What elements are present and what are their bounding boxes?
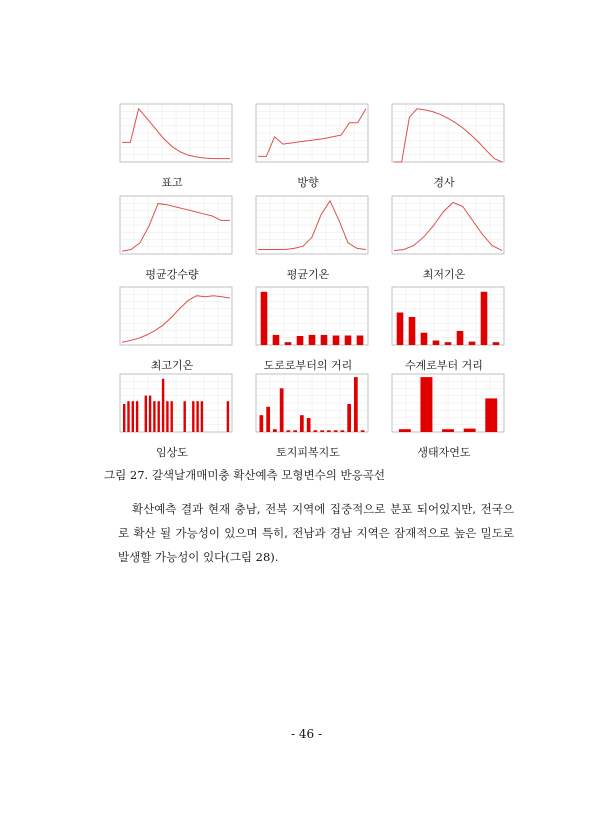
response-bar: [309, 335, 316, 345]
response-bar: [445, 342, 452, 345]
response-bar: [149, 396, 151, 432]
body-paragraph: [118, 497, 514, 569]
response-bar: [442, 429, 454, 432]
response-bar: [196, 401, 198, 432]
panel-label: 평균강수량: [145, 268, 199, 281]
response-bar: [227, 401, 229, 432]
panel-label: 도로로부터의 거리: [263, 359, 353, 372]
chart-panel: [380, 192, 508, 262]
chart-panel: [244, 370, 372, 440]
panel-slope: [380, 100, 508, 190]
response-bar: [321, 335, 328, 345]
response-bar: [280, 388, 284, 432]
response-bar: [320, 430, 324, 432]
panel-label: 수계로부터 거리: [405, 359, 483, 372]
panel-label: 최고기온: [150, 359, 194, 372]
response-bar: [127, 401, 129, 432]
response-bar: [421, 333, 428, 345]
panel-aspect: [244, 100, 372, 190]
response-bar: [285, 342, 292, 345]
response-bar: [409, 317, 416, 345]
response-bar: [184, 401, 186, 432]
response-bar: [166, 401, 168, 432]
response-bar: [171, 401, 173, 432]
panel-label: 방향: [297, 176, 319, 189]
response-bar: [347, 404, 351, 432]
response-bar: [266, 407, 270, 432]
chart-panel: [108, 370, 236, 440]
response-bar: [297, 336, 304, 345]
response-curve-figure: [108, 100, 508, 460]
response-bar: [361, 430, 365, 432]
chart-panel: [380, 283, 508, 353]
response-bar: [300, 415, 304, 432]
chart-panel: [108, 283, 236, 353]
response-bar: [158, 401, 160, 432]
panel-label: 생태자연도: [417, 446, 471, 459]
panel-label: 임상도: [156, 446, 188, 459]
response-bar: [123, 404, 125, 432]
response-bar: [192, 401, 194, 432]
panel-water-distance: [380, 283, 508, 373]
chart-panel: [380, 370, 508, 440]
response-bar: [327, 430, 331, 432]
response-bar: [145, 396, 147, 432]
page-number: - 46 -: [290, 727, 322, 741]
response-bar: [397, 313, 404, 346]
panel-ecological-map: [380, 370, 508, 460]
response-bar: [399, 429, 411, 432]
panel-label: 표고: [161, 176, 183, 189]
panel-label: 토지피복지도: [276, 446, 340, 459]
response-bar: [153, 401, 155, 432]
panel-label: 경사: [433, 176, 455, 189]
response-bar: [307, 418, 311, 432]
panel-elevation: [108, 100, 236, 190]
response-bar: [273, 429, 277, 432]
chart-panel: [108, 100, 236, 170]
response-bar: [493, 342, 500, 345]
chart-panel: [244, 100, 372, 170]
response-bar: [341, 430, 345, 432]
panel-label: 평균기온: [286, 268, 330, 281]
panel-land-cover: [244, 370, 372, 460]
response-bar: [457, 331, 464, 345]
response-bar: [464, 429, 476, 432]
panel-mean-temp: [244, 192, 372, 282]
paragraph-text: 확산예측 결과 현재 충남, 전북 지역에 집중적으로 분포 되어있지만, 전국으로 확산 될 가능성이 있으며 특히, 전남과 경남 지역은 잠재적으로 높은 밀도로 발생할 가능성이 있다(그림 28).: [118, 502, 514, 564]
figure-caption: 그림 27. 갈색날개매미충 확산예측 모형변수의 반응곡선: [104, 468, 385, 482]
panel-precipitation: [108, 192, 236, 282]
chart-panel: [244, 283, 372, 353]
response-bar: [162, 379, 164, 432]
response-bar: [469, 342, 476, 345]
panel-forest-type: [108, 370, 236, 460]
response-bar: [132, 401, 134, 432]
response-bar: [334, 430, 338, 432]
chart-panel: [244, 192, 372, 262]
panel-max-temp: [108, 283, 236, 373]
response-bar: [485, 398, 497, 432]
panel-label: 최저기온: [422, 268, 466, 281]
response-bar: [287, 430, 291, 432]
chart-panel: [380, 100, 508, 170]
panel-min-temp: [380, 192, 508, 282]
response-bar: [261, 292, 268, 345]
response-bar: [136, 401, 138, 432]
response-bar: [333, 336, 340, 346]
response-bar: [354, 377, 358, 432]
response-bar: [433, 341, 440, 346]
panel-road-distance: [244, 283, 372, 373]
response-bar: [357, 336, 364, 346]
response-bar: [260, 415, 264, 432]
response-bar: [201, 401, 203, 432]
response-bar: [273, 335, 280, 345]
response-bar: [345, 336, 352, 346]
response-bar: [314, 430, 318, 432]
response-bar: [421, 377, 433, 432]
chart-panel: [108, 192, 236, 262]
response-bar: [293, 430, 297, 432]
response-bar: [481, 292, 488, 345]
